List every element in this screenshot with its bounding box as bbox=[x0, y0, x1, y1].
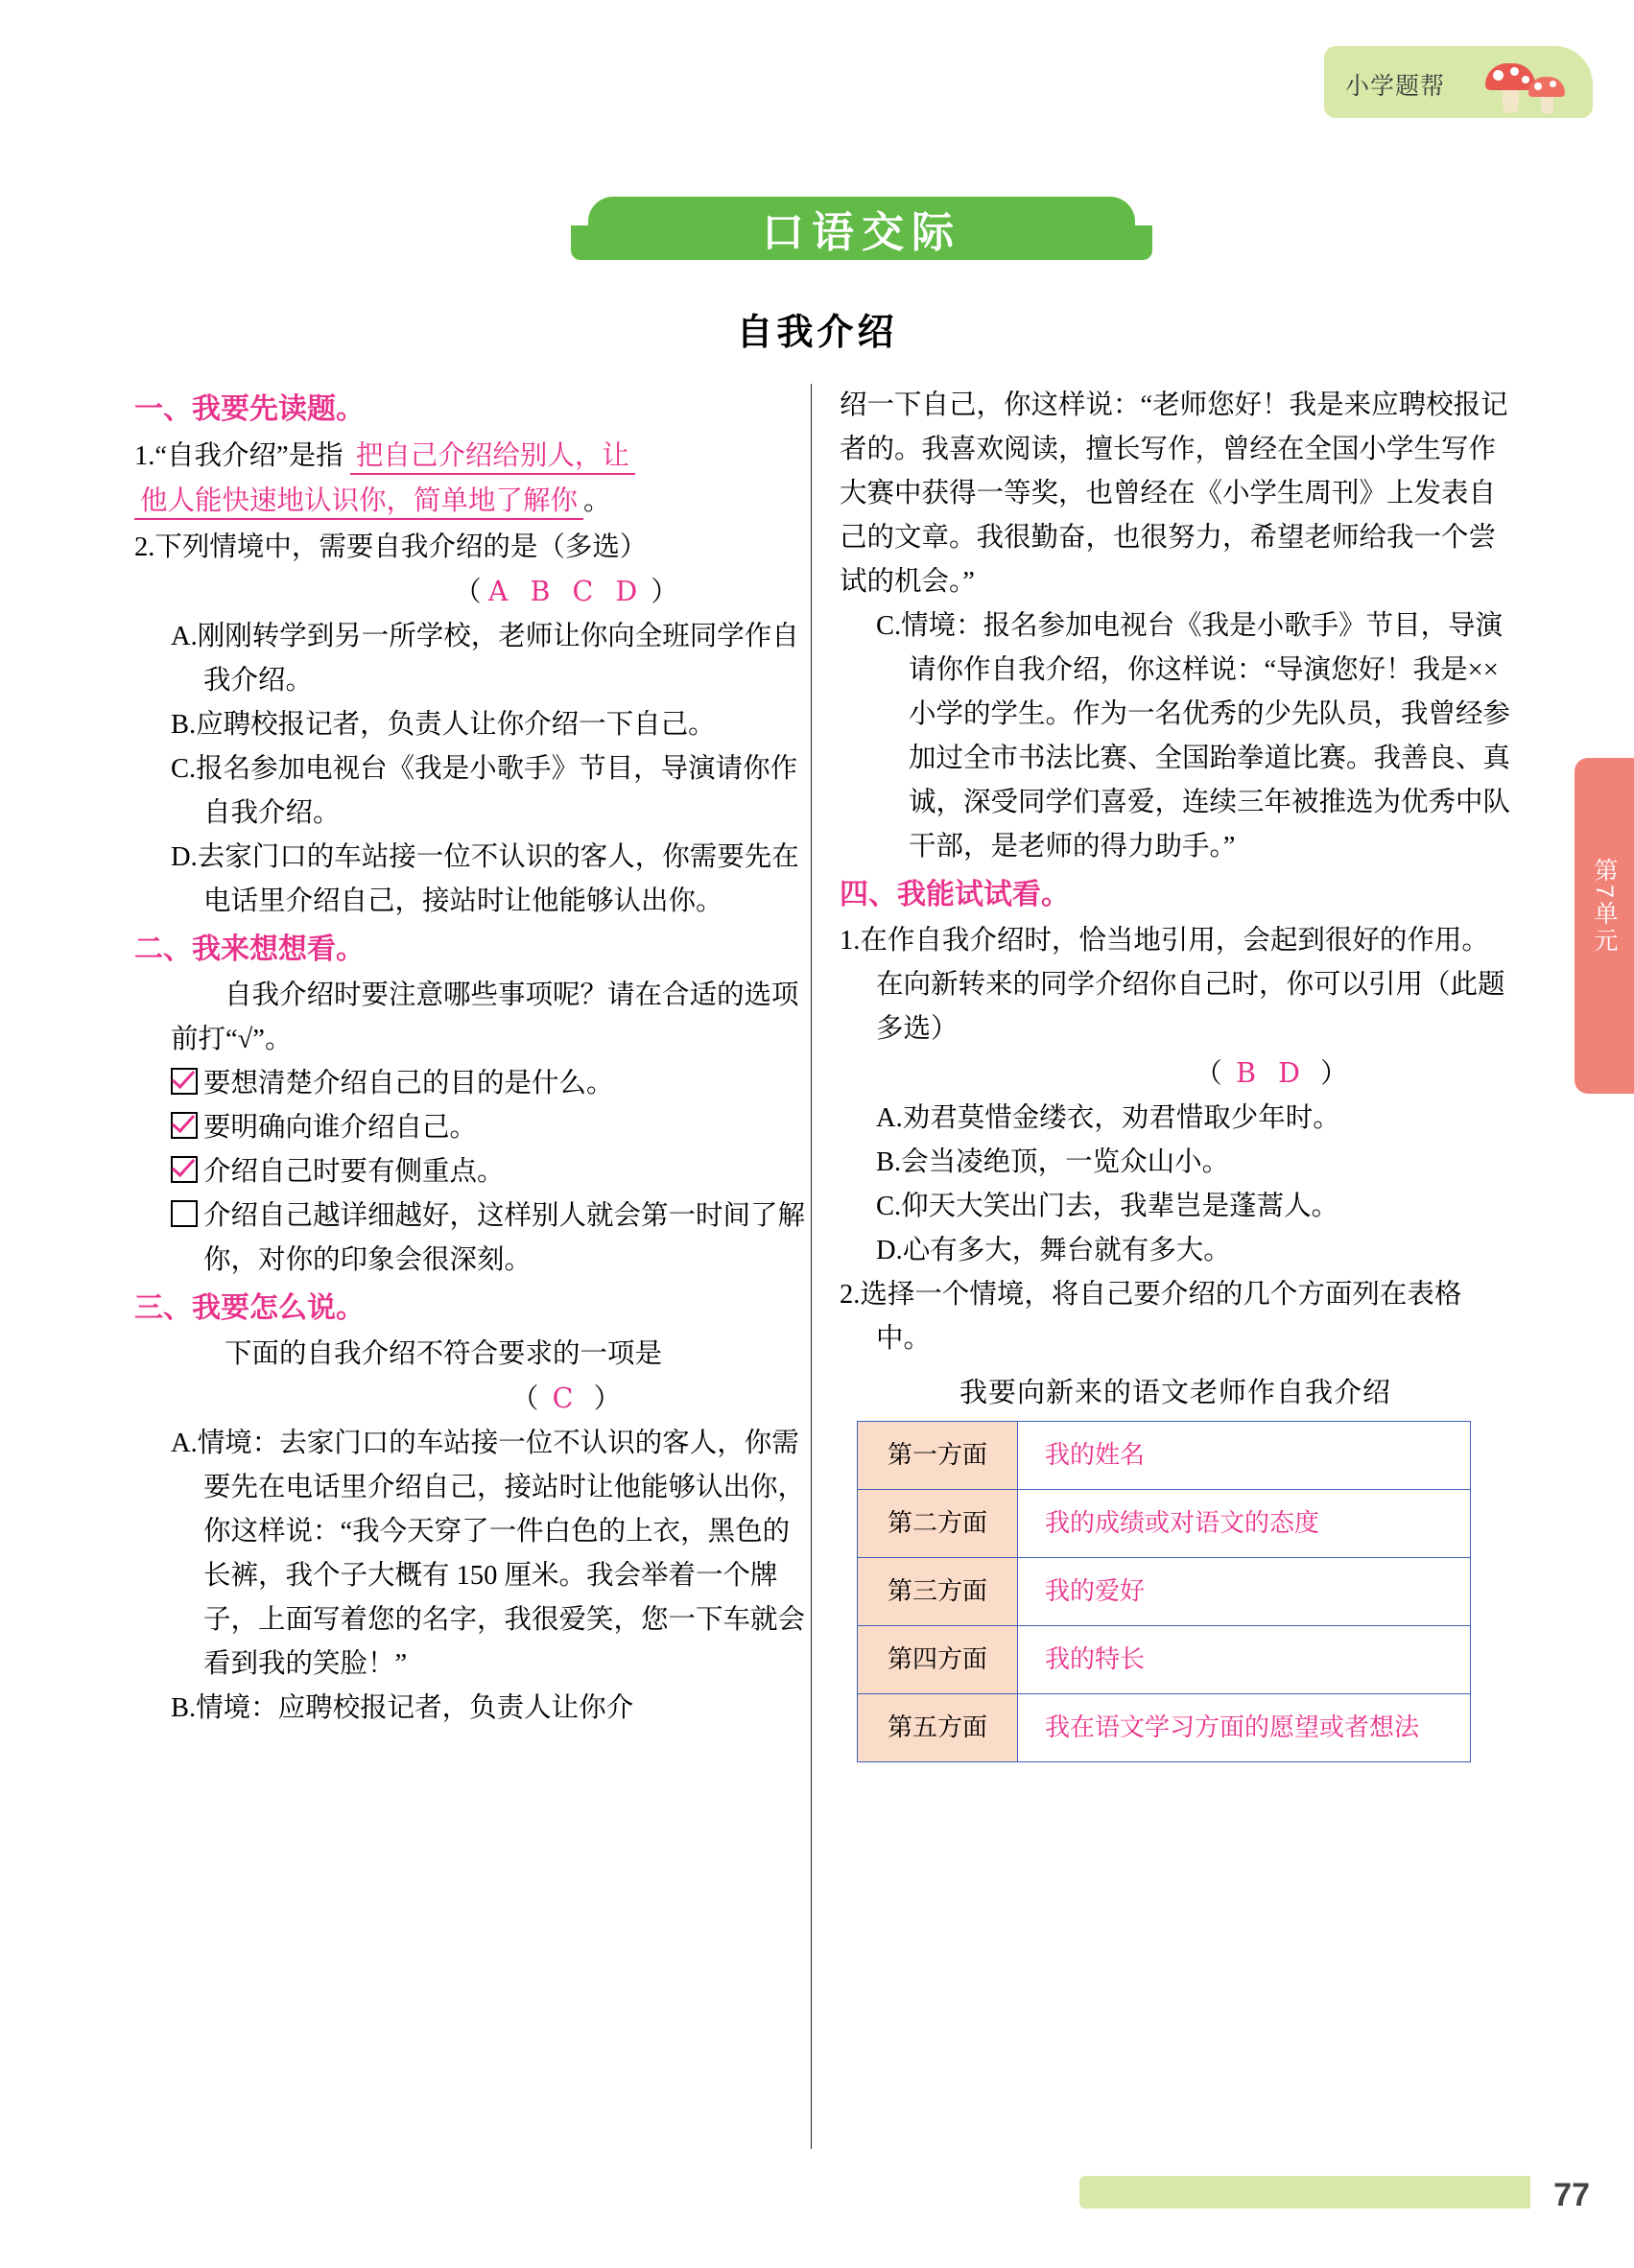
question-1 bbox=[134, 434, 806, 479]
section-4-question-1-stem: 1.在作自我介绍时，恰当地引用，会起到很好的作用。在向新转来的同学介绍你自己时，你可以引用（此题多选） bbox=[840, 926, 1505, 1044]
section-3-heading: 三、我要怎么说。 bbox=[134, 1291, 365, 1325]
table-row-label: 第一方面 bbox=[858, 1422, 1018, 1490]
checkbox-item-4-label: 介绍自己越详细越好，这样别人就会第一时间了解你，对你的印象会很深刻。 bbox=[203, 1201, 806, 1275]
checkbox-checked-icon[interactable] bbox=[171, 1068, 198, 1095]
section-4-q1-option-b: B.会当凌绝顶，一览众山小。 bbox=[876, 1147, 1230, 1177]
section-3-answer: C bbox=[552, 1382, 580, 1414]
table-row-label: 第五方面 bbox=[858, 1694, 1018, 1762]
section-4-question-1-answer: B D bbox=[1236, 1057, 1307, 1089]
section-4-question-1-answer-box: （ B D ） bbox=[1195, 1057, 1348, 1089]
aspects-table bbox=[857, 1421, 1471, 1762]
section-4-question-2-stem: 2.选择一个情境，将自己要介绍的几个方面列在表格中。 bbox=[840, 1280, 1462, 1354]
checkbox-item-3[interactable] bbox=[134, 1150, 806, 1194]
section-title-plate bbox=[588, 197, 1135, 260]
table-row-label: 第四方面 bbox=[858, 1626, 1018, 1694]
question-2-option-d: D.去家门口的车站接一位不认识的客人，你需要先在电话里介绍自己，接站时让他能够认出你。 bbox=[171, 842, 799, 916]
footer bbox=[0, 2176, 1634, 2213]
section-4-q1-option-c: C.仰天大笑出门去，我辈岂是蓬蒿人。 bbox=[876, 1192, 1339, 1221]
checkbox-empty-icon[interactable] bbox=[171, 1200, 198, 1227]
table-row bbox=[858, 1694, 1471, 1762]
question-1-answer-line-1: 把自己介绍给别人，让 bbox=[350, 439, 635, 475]
table-row bbox=[858, 1422, 1471, 1490]
checkbox-item-2-label: 要明确向谁介绍自己。 bbox=[203, 1113, 478, 1143]
table-row-value: 我的爱好 bbox=[1018, 1558, 1471, 1626]
left-column bbox=[134, 384, 806, 1731]
table-row-label: 第二方面 bbox=[858, 1490, 1018, 1558]
column-divider bbox=[811, 384, 812, 2149]
question-2-stem: 2.下列情境中，需要自我介绍的是（多选） bbox=[134, 532, 648, 562]
section-1-heading: 一、我要先读题。 bbox=[134, 392, 365, 426]
question-2-option-b: B.应聘校报记者，负责人让你介绍一下自己。 bbox=[171, 710, 716, 740]
unit-side-tab-label: 第7单元 bbox=[1591, 858, 1618, 955]
page-number: 77 bbox=[1553, 2177, 1590, 2213]
checkbox-checked-icon[interactable] bbox=[171, 1112, 198, 1139]
section-2-stem: 自我介绍时要注意哪些事项呢？请在合适的选项前打“√”。 bbox=[171, 980, 799, 1054]
unit-side-tab bbox=[1575, 758, 1634, 1094]
right-column bbox=[840, 384, 1511, 1762]
section-2-heading: 二、我来想想看。 bbox=[134, 933, 365, 966]
question-1-suffix: 。 bbox=[583, 486, 611, 516]
checkbox-item-3-label: 介绍自己时要有侧重点。 bbox=[203, 1157, 505, 1187]
question-2-option-c: C.报名参加电视台《我是小歌手》节目，导演请你作自我介绍。 bbox=[171, 754, 798, 828]
table-row-value: 我的特长 bbox=[1018, 1626, 1471, 1694]
section-3-option-a: A.情境：去家门口的车站接一位不认识的客人，你需要先在电话里介绍自己，接站时让他能够认出你，你这样说：“我今天穿了一件白色的上衣，黑色的长裤，我个子大概有 150 厘米。我会举着一个牌子，上面写着您的名字，我很爱笑，您一下车就会看到我的笑脸！” bbox=[171, 1429, 806, 1679]
question-2-option-a: A.刚刚转学到另一所学校，老师让你向全班同学作自我介绍。 bbox=[171, 622, 799, 696]
section-3-answer-box: （ C ） bbox=[510, 1382, 622, 1414]
section-4-heading: 四、我能试试看。 bbox=[840, 878, 1070, 911]
section-3-option-b-head: B.情境：应聘校报记者，负责人让你介 bbox=[171, 1693, 634, 1723]
section-3-option-b-continued: 绍一下自己，你这样说：“老师您好！我是来应聘校报记者的。我喜欢阅读，擅长写作，曾经在全国小学生写作大赛中获得一等奖，也曾经在《小学生周刊》上发表自己的文章。我很勤奋，也很努力，希望老师给我一个尝试的机会。” bbox=[840, 390, 1508, 597]
table-title: 我要向新来的语文老师作自我介绍 bbox=[959, 1378, 1391, 1408]
section-title: 口语交际 bbox=[762, 209, 961, 256]
question-1-stem: 1.“自我介绍”是指 bbox=[134, 441, 343, 471]
footer-accent-bar bbox=[1079, 2176, 1530, 2209]
question-2-answer-box: （ A B C D ） bbox=[454, 576, 678, 607]
brand-label: 小学题帮 bbox=[1345, 73, 1446, 100]
section-3-stem: 下面的自我介绍不符合要求的一项是 bbox=[225, 1339, 663, 1369]
question-1-answer-line-2: 他人能快速地认识你，简单地了解你 bbox=[134, 484, 583, 520]
checkbox-checked-icon[interactable] bbox=[171, 1156, 198, 1183]
mushroom-icon-small bbox=[1528, 77, 1565, 114]
table-row-label: 第三方面 bbox=[858, 1558, 1018, 1626]
checkbox-item-4[interactable] bbox=[134, 1194, 806, 1283]
section-4-q1-option-d: D.心有多大，舞台就有多大。 bbox=[876, 1236, 1231, 1265]
page-title: 自我介绍 bbox=[736, 310, 898, 353]
section-4-q1-option-a: A.劝君莫惜金缕衣，劝君惜取少年时。 bbox=[876, 1103, 1340, 1133]
checkbox-item-2[interactable] bbox=[134, 1106, 806, 1150]
table-row bbox=[858, 1558, 1471, 1626]
question-1-answer-row-2 bbox=[134, 479, 806, 524]
table-row bbox=[858, 1490, 1471, 1558]
table-row-value: 我在语文学习方面的愿望或者想法 bbox=[1018, 1694, 1471, 1762]
table-row-value: 我的成绩或对语文的态度 bbox=[1018, 1490, 1471, 1558]
checkbox-item-1-label: 要想清楚介绍自己的目的是什么。 bbox=[203, 1069, 614, 1099]
table-row bbox=[858, 1626, 1471, 1694]
table-row-value: 我的姓名 bbox=[1018, 1422, 1471, 1490]
header-banner bbox=[1324, 46, 1593, 118]
question-2-answer: A B C D bbox=[487, 576, 645, 607]
checkbox-item-1[interactable] bbox=[134, 1062, 806, 1106]
section-3-option-c: C.情境：报名参加电视台《我是小歌手》节目，导演请你作自我介绍，你这样说：“导演您好！我是××小学的学生。作为一名优秀的少先队员，我曾经参加过全市书法比赛、全国跆拳道比赛。我善良、真诚，深受同学们喜爱，连续三年被推选为优秀中队干部，是老师的得力助手。” bbox=[876, 611, 1511, 862]
